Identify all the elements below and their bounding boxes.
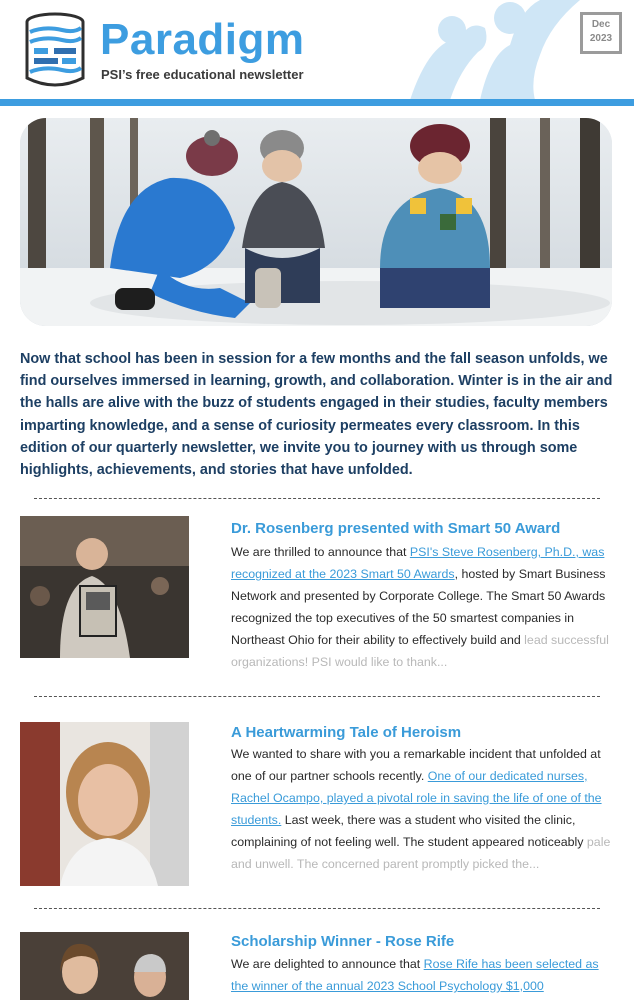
article-summary (231, 953, 616, 997)
article-scholarship (0, 920, 634, 1000)
article-thumbnail[interactable] (20, 722, 189, 886)
article-text: , hosted by Smart Business Network and presented by Corporate College. The Smart 50 Awards recognized the top executives of the 50 smartest companies in Northeast Ohio for their ability to effectively build and (231, 567, 606, 647)
article-text: We are thrilled to announce that (231, 545, 410, 559)
intro-paragraph: Now that school has been in session for a few months and the fall season unfolds, we find ourselves immersed in learning, growth, and collaboration. Winter is in the air and the halls are alive with the buzz of students engaged in their studies, faculty members imparting knowledge, and a sense of curiosity permeates every classroom. In this edition of our quarterly newsletter, we invite you to journey with us through some highlights, achievements, and stories that have unfolded. (20, 351, 613, 479)
tagline: PSI’s free educational newsletter (101, 67, 304, 82)
article-fade-text: pale and unwell. The concerned parent promptly picked the... (231, 835, 611, 871)
article-title[interactable]: Dr. Rosenberg presented with Smart 50 Award (231, 520, 561, 537)
brand-title[interactable]: Paradigm (100, 15, 305, 64)
nurse-photo (20, 722, 189, 886)
header-divider (0, 99, 634, 106)
award-photo (20, 516, 189, 658)
family-silhouette-icon (390, 0, 600, 100)
section-divider (34, 498, 600, 499)
article-thumbnail[interactable] (20, 932, 189, 1000)
article-thumbnail[interactable] (20, 516, 189, 658)
paradigm-logo-icon[interactable] (24, 12, 86, 88)
issue-date-badge (580, 12, 622, 54)
newsletter-header (0, 0, 634, 106)
article-link[interactable]: PSI's Steve Rosenberg, Ph.D., was recognized at the 2023 Smart 50 Awards (231, 545, 605, 581)
article-text: We wanted to share with you a remarkable incident that unfolded at one of our partner schools recently. (231, 747, 601, 783)
issue-month: Dec (591, 19, 611, 30)
article-title[interactable]: Scholarship Winner - Rose Rife (231, 933, 455, 950)
article-summary (231, 743, 616, 875)
article-text: Last week, there was a student who visited the clinic, complaining of not feeling well. The student appeared noticeably (231, 813, 587, 849)
article-text: We are delighted to announce that (231, 957, 424, 971)
scholarship-photo (20, 932, 189, 1000)
article-link[interactable]: One of our dedicated nurses, Rachel Ocampo, played a pivotal role in saving the life of one of the students. (231, 769, 602, 827)
hero-image[interactable] (20, 118, 612, 326)
issue-year: 2023 (589, 33, 613, 44)
article-heroism (0, 708, 634, 898)
article-link[interactable]: Rose Rife has been selected as the winner of the annual 2023 School Psychology $1,000 (231, 957, 599, 993)
article-summary (231, 541, 616, 673)
section-divider (34, 696, 600, 697)
section-divider (34, 908, 600, 909)
article-title[interactable]: A Heartwarming Tale of Heroism (231, 724, 462, 741)
article-fade-text: lead successful organizations! PSI would like to thank... (231, 633, 609, 669)
article-smart-50 (0, 512, 634, 688)
winter-children-illustration (20, 118, 612, 326)
